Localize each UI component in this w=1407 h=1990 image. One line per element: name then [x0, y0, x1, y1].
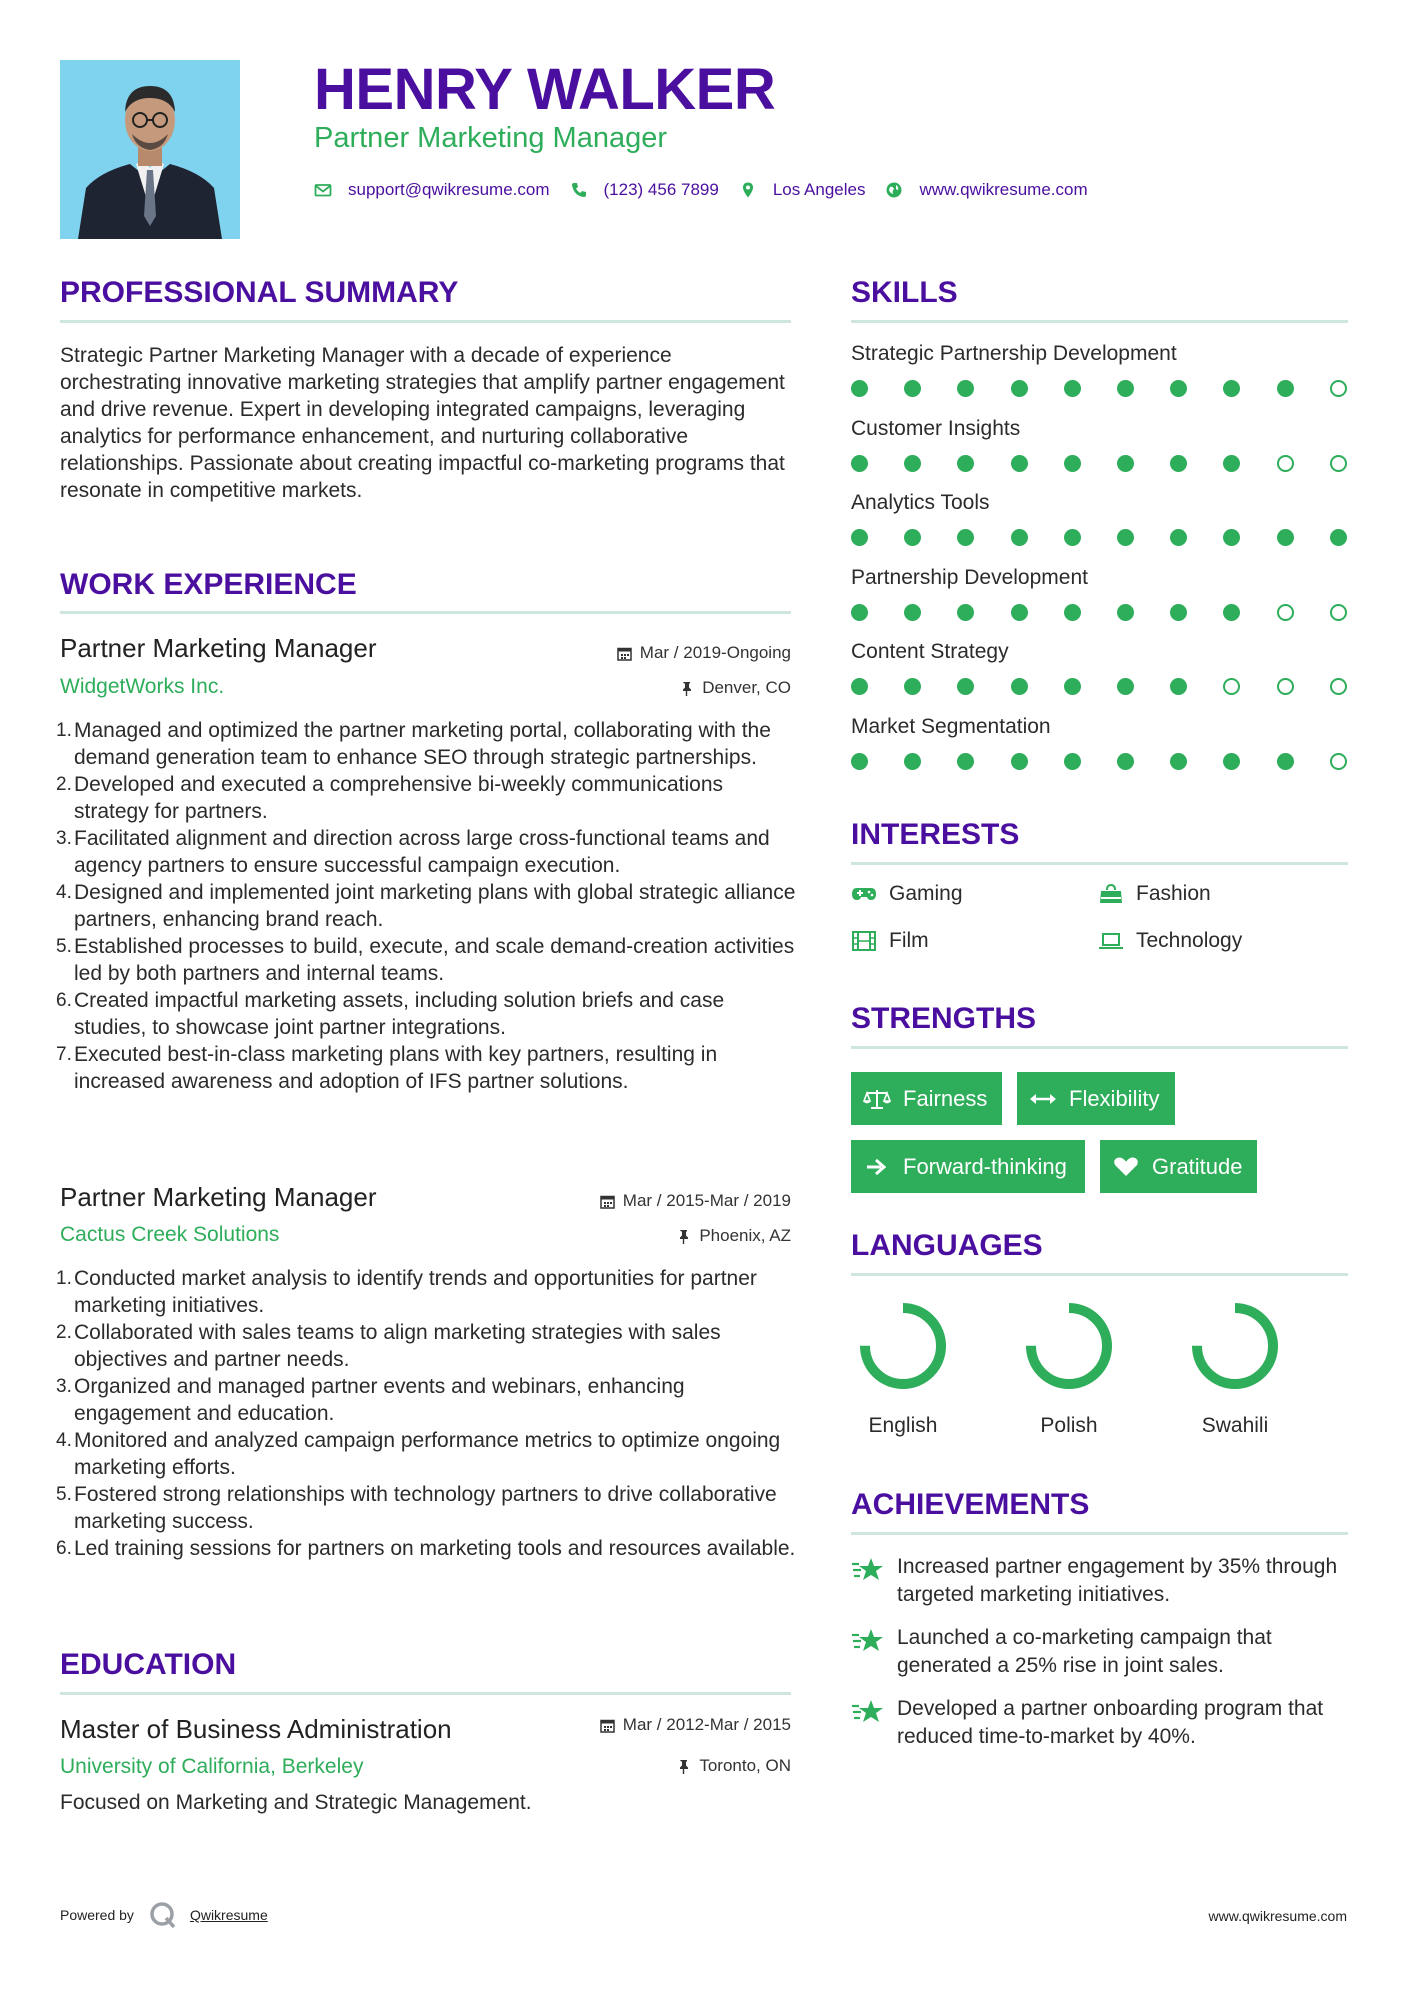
duty-number: 5. [56, 1484, 72, 1505]
education-location [676, 1756, 791, 1776]
footer-website[interactable]: www.qwikresume.com [1208, 1908, 1347, 1924]
language-level-ring [857, 1300, 949, 1392]
pushpin-icon [676, 1759, 691, 1774]
skill-rating [851, 378, 1347, 398]
interests-divider [851, 862, 1348, 865]
duty-number: 3. [56, 828, 72, 849]
rating-dot-filled [851, 455, 868, 472]
contact-website[interactable] [885, 180, 1087, 200]
globe-icon [885, 181, 903, 199]
rating-dot-empty [1223, 678, 1240, 695]
summary-divider [60, 320, 791, 323]
location-text: Los Angeles [772, 180, 866, 199]
rating-dot-filled [1330, 529, 1347, 546]
rating-dot-filled [1170, 678, 1187, 695]
duty-item [56, 1265, 796, 1319]
arrow-right-icon [863, 1156, 891, 1178]
rating-dot-filled [904, 529, 921, 546]
duty-item [56, 825, 796, 879]
skills-divider [851, 320, 1348, 323]
rating-dot-filled [1064, 529, 1081, 546]
rating-dot-filled [1223, 753, 1240, 770]
language-level-arc [1031, 1308, 1107, 1384]
interest-item [1098, 929, 1242, 953]
qwikresume-logo-icon [148, 1900, 178, 1930]
calendar-icon [600, 1718, 615, 1733]
education-heading: EDUCATION [60, 1648, 237, 1681]
skill-name: Customer Insights [851, 416, 1021, 440]
rating-dot-empty [1330, 380, 1347, 397]
company-name: WidgetWorks Inc. [60, 675, 225, 698]
job-dates-text: Mar / 2015-Mar / 2019 [622, 1191, 791, 1210]
skill-rating [851, 527, 1347, 547]
strength-badge [1017, 1072, 1175, 1125]
duty-text: Led training sessions for partners on marketing tools and resources available. [74, 1537, 796, 1560]
rating-dot-filled [904, 753, 921, 770]
duty-text: Facilitated alignment and direction across large cross-functional teams and agency partners to ensure successful campaign execution. [74, 827, 770, 877]
interest-label: Film [889, 929, 929, 952]
rating-dot-filled [1064, 678, 1081, 695]
achievement-text: Increased partner engagement by 35% through targeted marketing initiatives. [897, 1555, 1338, 1606]
achievement-text: Launched a co-marketing campaign that generated a 25% rise in joint sales. [897, 1626, 1272, 1677]
achievements-divider [851, 1532, 1348, 1535]
interest-label: Technology [1136, 929, 1243, 952]
rating-dot-filled [1011, 604, 1028, 621]
heart-icon [1112, 1156, 1140, 1178]
duty-text: Developed and executed a comprehensive bi-weekly communications strategy for partners. [74, 773, 724, 823]
rating-dot-filled [1223, 529, 1240, 546]
rating-dot-filled [1011, 455, 1028, 472]
language-name: Polish [1040, 1414, 1098, 1437]
duty-item [56, 987, 796, 1041]
rating-dot-filled [851, 678, 868, 695]
powered-by-text: Powered by [60, 1907, 134, 1923]
education-description: Focused on Marketing and Strategic Management. [60, 1791, 532, 1814]
phone-text: (123) 456 7899 [603, 180, 719, 199]
languages-heading: LANGUAGES [851, 1229, 1043, 1262]
rating-dot-filled [1223, 380, 1240, 397]
rating-dot-filled [957, 455, 974, 472]
calendar-icon [600, 1194, 615, 1209]
calendar-icon [617, 646, 632, 661]
language-level-ring [1023, 1300, 1115, 1392]
rating-dot-empty [1330, 678, 1347, 695]
duty-text: Organized and managed partner events and webinars, enhancing engagement and education. [74, 1375, 685, 1425]
experience-divider [60, 611, 791, 614]
achievement-item [851, 1553, 1351, 1609]
duty-number: 4. [56, 1430, 72, 1451]
strength-label: Flexibility [1069, 1085, 1160, 1111]
candidate-name: HENRY WALKER [314, 57, 776, 122]
duty-item [56, 1041, 796, 1095]
rating-dot-filled [904, 455, 921, 472]
laptop-icon [1098, 931, 1124, 951]
rating-dot-filled [1170, 753, 1187, 770]
rating-dot-filled [1223, 604, 1240, 621]
duty-number: 6. [56, 990, 72, 1011]
job-duties-list [56, 1265, 796, 1562]
film-icon [851, 931, 877, 951]
skill-name: Analytics Tools [851, 491, 990, 515]
duty-number: 6. [56, 1538, 72, 1559]
qwikresume-link[interactable]: Qwikresume [189, 1907, 268, 1923]
profile-photo [60, 60, 240, 239]
rating-dot-empty [1277, 455, 1294, 472]
skill-name: Content Strategy [851, 640, 1009, 664]
rating-dot-filled [851, 753, 868, 770]
rating-dot-filled [851, 529, 868, 546]
achievement-item [851, 1695, 1351, 1751]
skill-rating [851, 602, 1347, 622]
strength-badge [1100, 1140, 1257, 1193]
achievements-heading: ACHIEVEMENTS [851, 1488, 1090, 1521]
contact-phone[interactable] [570, 180, 719, 200]
job-location [679, 678, 791, 698]
candidate-role: Partner Marketing Manager [314, 122, 667, 154]
strengths-divider [851, 1046, 1348, 1049]
job-dates-text: Mar / 2019-Ongoing [639, 643, 791, 662]
interest-label: Fashion [1136, 882, 1211, 905]
rating-dot-filled [1011, 753, 1028, 770]
duty-item [56, 1535, 796, 1562]
duty-item [56, 1373, 796, 1427]
interest-item [851, 882, 963, 906]
rating-dot-filled [1170, 455, 1187, 472]
duty-number: 1. [56, 1268, 72, 1289]
rating-dot-filled [904, 604, 921, 621]
rating-dot-filled [1223, 455, 1240, 472]
rating-dot-filled [1011, 678, 1028, 695]
gamepad-icon [851, 884, 877, 904]
duty-number: 2. [56, 774, 72, 795]
star-achievement-icon [851, 1697, 885, 1727]
skill-rating [851, 751, 1347, 771]
job-dates [617, 643, 791, 663]
duty-text: Fostered strong relationships with technology partners to drive collaborative marketing success. [74, 1483, 777, 1533]
interest-item [851, 929, 929, 953]
rating-dot-filled [957, 678, 974, 695]
rating-dot-filled [1117, 529, 1134, 546]
rating-dot-filled [851, 604, 868, 621]
rating-dot-filled [851, 380, 868, 397]
star-achievement-icon [851, 1626, 885, 1656]
interest-item [1098, 882, 1211, 906]
duty-text: Executed best-in-class marketing plans with key partners, resulting in increased awareness and adoption of IFS partner solutions. [74, 1043, 718, 1093]
strength-label: Forward-thinking [903, 1153, 1067, 1179]
language-level-arc [1197, 1308, 1273, 1384]
contact-bar [314, 177, 1108, 203]
duty-item [56, 1319, 796, 1373]
rating-dot-empty [1277, 678, 1294, 695]
email-text: support@qwikresume.com [348, 180, 550, 199]
duty-text: Created impactful marketing assets, including solution briefs and case studies, to showcase joint partner integrations. [74, 989, 725, 1039]
degree-title: Master of Business Administration [60, 1714, 452, 1744]
duty-number: 4. [56, 882, 72, 903]
rating-dot-filled [1277, 753, 1294, 770]
job-title: Partner Marketing Manager [60, 1182, 377, 1212]
arrows-horizontal-icon [1029, 1088, 1057, 1110]
language-name: Swahili [1201, 1414, 1269, 1437]
duty-number: 7. [56, 1044, 72, 1065]
duty-number: 3. [56, 1376, 72, 1397]
strength-badge [851, 1140, 1085, 1193]
skill-name: Market Segmentation [851, 715, 1051, 738]
rating-dot-filled [957, 380, 974, 397]
star-achievement-icon [851, 1555, 885, 1585]
company-name: Cactus Creek Solutions [60, 1223, 280, 1246]
school-name: University of California, Berkeley [60, 1755, 364, 1778]
duty-text: Designed and implemented joint marketing plans with global strategic alliance partners, enhancing brand reach. [74, 881, 796, 931]
summary-heading: PROFESSIONAL SUMMARY [60, 276, 459, 309]
duty-text: Collaborated with sales teams to align marketing strategies with sales objectives and partner needs. [74, 1321, 721, 1371]
rating-dot-filled [1170, 529, 1187, 546]
rating-dot-filled [1064, 753, 1081, 770]
language-level-ring [1189, 1300, 1281, 1392]
phone-icon [570, 181, 588, 199]
duty-item [56, 1427, 796, 1481]
rating-dot-filled [1064, 455, 1081, 472]
duty-item [56, 879, 796, 933]
skills-heading: SKILLS [851, 276, 958, 309]
rating-dot-empty [1330, 753, 1347, 770]
strength-badge [851, 1072, 1002, 1125]
duty-text: Managed and optimized the partner marketing portal, collaborating with the demand generation team to enhance SEO through strategic partnerships. [74, 719, 771, 769]
rating-dot-filled [1117, 380, 1134, 397]
balance-scale-icon [863, 1088, 891, 1110]
rating-dot-filled [957, 753, 974, 770]
rating-dot-filled [1011, 529, 1028, 546]
contact-email[interactable] [314, 180, 550, 200]
rating-dot-empty [1330, 604, 1347, 621]
rating-dot-filled [1117, 753, 1134, 770]
skill-rating [851, 676, 1347, 696]
job-duties-list [56, 717, 796, 1095]
interest-label: Gaming [889, 882, 963, 905]
rating-dot-filled [1117, 455, 1134, 472]
duty-text: Established processes to build, execute, and scale demand-creation activities led by both partners and internal teams. [74, 935, 795, 985]
footer-powered-by [60, 1900, 268, 1930]
job-dates [600, 1191, 791, 1211]
pushpin-icon [676, 1229, 691, 1244]
language-level-arc [865, 1308, 941, 1384]
duty-text: Monitored and analyzed campaign performance metrics to optimize ongoing marketing efforts. [74, 1429, 781, 1479]
achievement-text: Developed a partner onboarding program that reduced time-to-market by 40%. [897, 1697, 1324, 1748]
rating-dot-empty [1330, 455, 1347, 472]
duty-number: 5. [56, 936, 72, 957]
education-dates-text: Mar / 2012-Mar / 2015 [622, 1715, 791, 1734]
experience-heading: WORK EXPERIENCE [60, 568, 357, 601]
rating-dot-filled [1064, 604, 1081, 621]
job-title: Partner Marketing Manager [60, 633, 377, 663]
skill-name: Strategic Partnership Development [851, 342, 1177, 365]
duty-item [56, 933, 796, 987]
job-location [676, 1226, 791, 1246]
rating-dot-filled [1117, 604, 1134, 621]
strengths-heading: STRENGTHS [851, 1002, 1037, 1035]
pushpin-icon [679, 681, 694, 696]
rating-dot-filled [1170, 380, 1187, 397]
interests-heading: INTERESTS [851, 818, 1020, 851]
rating-dot-filled [904, 380, 921, 397]
rating-dot-filled [957, 604, 974, 621]
education-location-text: Toronto, ON [699, 1756, 791, 1775]
duty-item [56, 771, 796, 825]
rating-dot-filled [1064, 380, 1081, 397]
job-location-text: Denver, CO [702, 678, 791, 697]
rating-dot-filled [1011, 380, 1028, 397]
languages-divider [851, 1273, 1348, 1276]
rating-dot-filled [1117, 678, 1134, 695]
rating-dot-filled [1277, 529, 1294, 546]
achievement-item [851, 1624, 1351, 1680]
summary-text: Strategic Partner Marketing Manager with a decade of experience orchestrating innovative marketing strategies that amplify partner engagement and drive revenue. Expert in developing integrated campaigns, leveraging analytics for performance enhancement, and nurturing collaborative relationships. Passionate about creating impactful co-marketing programs that resonate in competitive markets. [60, 344, 785, 502]
job-location-text: Phoenix, AZ [699, 1226, 791, 1245]
strength-label: Gratitude [1152, 1153, 1243, 1179]
rating-dot-filled [1277, 380, 1294, 397]
contact-location [739, 180, 866, 200]
skill-name: Partnership Development [851, 565, 1088, 589]
rating-dot-filled [904, 678, 921, 695]
duty-number: 1. [56, 720, 72, 741]
rating-dot-filled [1170, 604, 1187, 621]
shopping-bag-icon [1098, 884, 1124, 904]
duty-text: Conducted market analysis to identify trends and opportunities for partner marketing initiatives. [74, 1267, 757, 1317]
duty-number: 2. [56, 1322, 72, 1343]
education-dates [600, 1715, 791, 1735]
duty-item [56, 717, 796, 771]
rating-dot-empty [1277, 604, 1294, 621]
rating-dot-filled [957, 529, 974, 546]
website-text: www.qwikresume.com [919, 180, 1088, 199]
language-name: English [868, 1414, 938, 1437]
envelope-icon [314, 181, 332, 199]
strength-label: Fairness [903, 1085, 988, 1111]
duty-item [56, 1481, 796, 1535]
skill-rating [851, 453, 1347, 473]
education-divider [60, 1692, 791, 1695]
map-pin-icon [739, 181, 757, 199]
